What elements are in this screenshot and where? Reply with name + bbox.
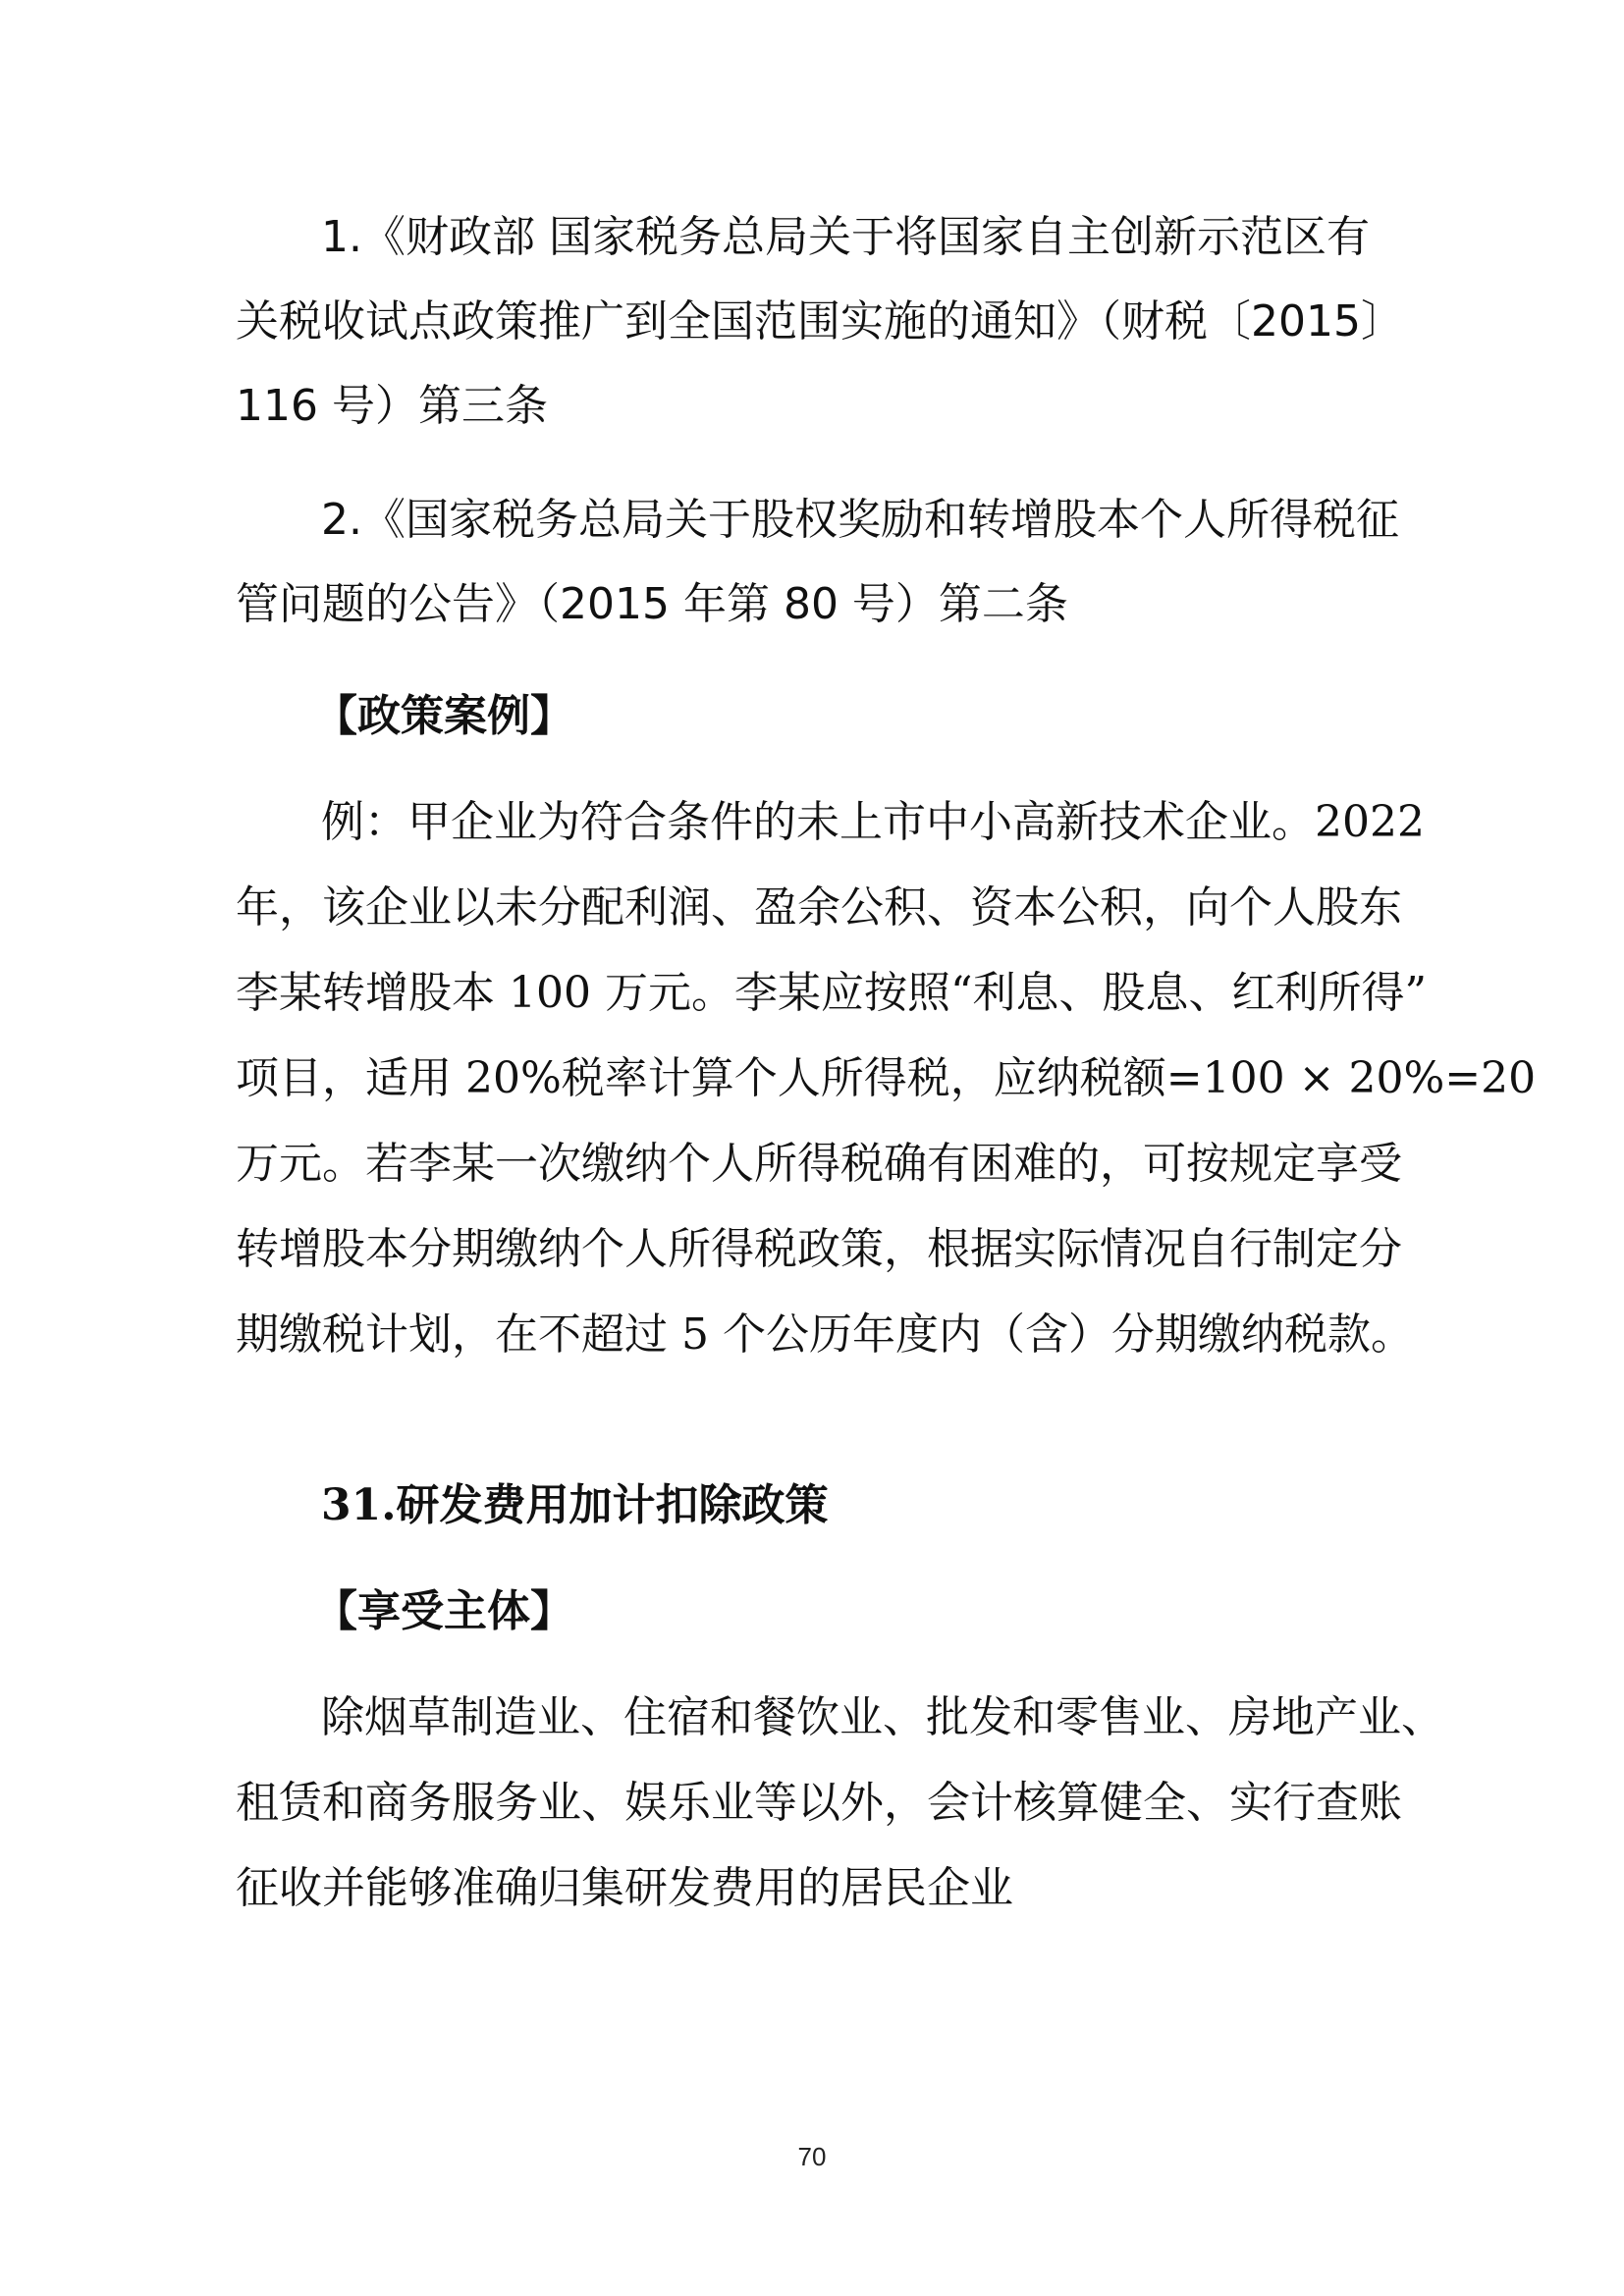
- policy-case-line: 年，该企业以未分配利润、盈余公积、资本公积，向个人股东: [236, 882, 1402, 933]
- reference-2-line-1: 2.《国家税务总局关于股权奖励和转增股本个人所得税征: [321, 495, 1399, 545]
- policy-case-line: 项目，适用 20%税率计算个人所得税，应纳税额=100 × 20%=20: [236, 1053, 1537, 1103]
- reference-1-line-1: 1.《财政部 国家税务总局关于将国家自主创新示范区有: [321, 212, 1370, 262]
- beneficiary-line: 租赁和商务服务业、娱乐业等以外，会计核算健全、实行查账: [236, 1778, 1402, 1828]
- section-title: 31.研发费用加计扣除政策: [321, 1480, 829, 1530]
- beneficiary-heading: 【享受主体】: [314, 1586, 573, 1636]
- policy-case-line: 万元。若李某一次缴纳个人所得税确有困难的，可按规定享受: [236, 1139, 1402, 1189]
- beneficiary-line: 除烟草制造业、住宿和餐饮业、批发和零售业、房地产业、: [321, 1692, 1444, 1742]
- page-number: 70: [797, 2142, 827, 2171]
- beneficiary-line: 征收并能够准确归集研发费用的居民企业: [236, 1863, 1013, 1913]
- reference-1-line-3: 116 号）第三条: [236, 381, 548, 431]
- policy-case-line: 例：甲企业为符合条件的未上市中小高新技术企业。2022: [321, 797, 1425, 847]
- policy-case-line: 期缴税计划，在不超过 5 个公历年度内（含）分期缴纳税款。: [236, 1309, 1414, 1360]
- reference-2-line-2: 管问题的公告》（2015 年第 80 号）第二条: [236, 579, 1068, 629]
- policy-case-line: 转增股本分期缴纳个人所得税政策，根据实际情况自行制定分: [236, 1224, 1402, 1274]
- policy-case-heading: 【政策案例】: [314, 691, 573, 741]
- policy-case-line: 李某转增股本 100 万元。李某应按照“利息、股息、红利所得”: [236, 968, 1427, 1018]
- reference-1-line-2: 关税收试点政策推广到全国范围实施的通知》（财税〔2015〕: [236, 296, 1404, 347]
